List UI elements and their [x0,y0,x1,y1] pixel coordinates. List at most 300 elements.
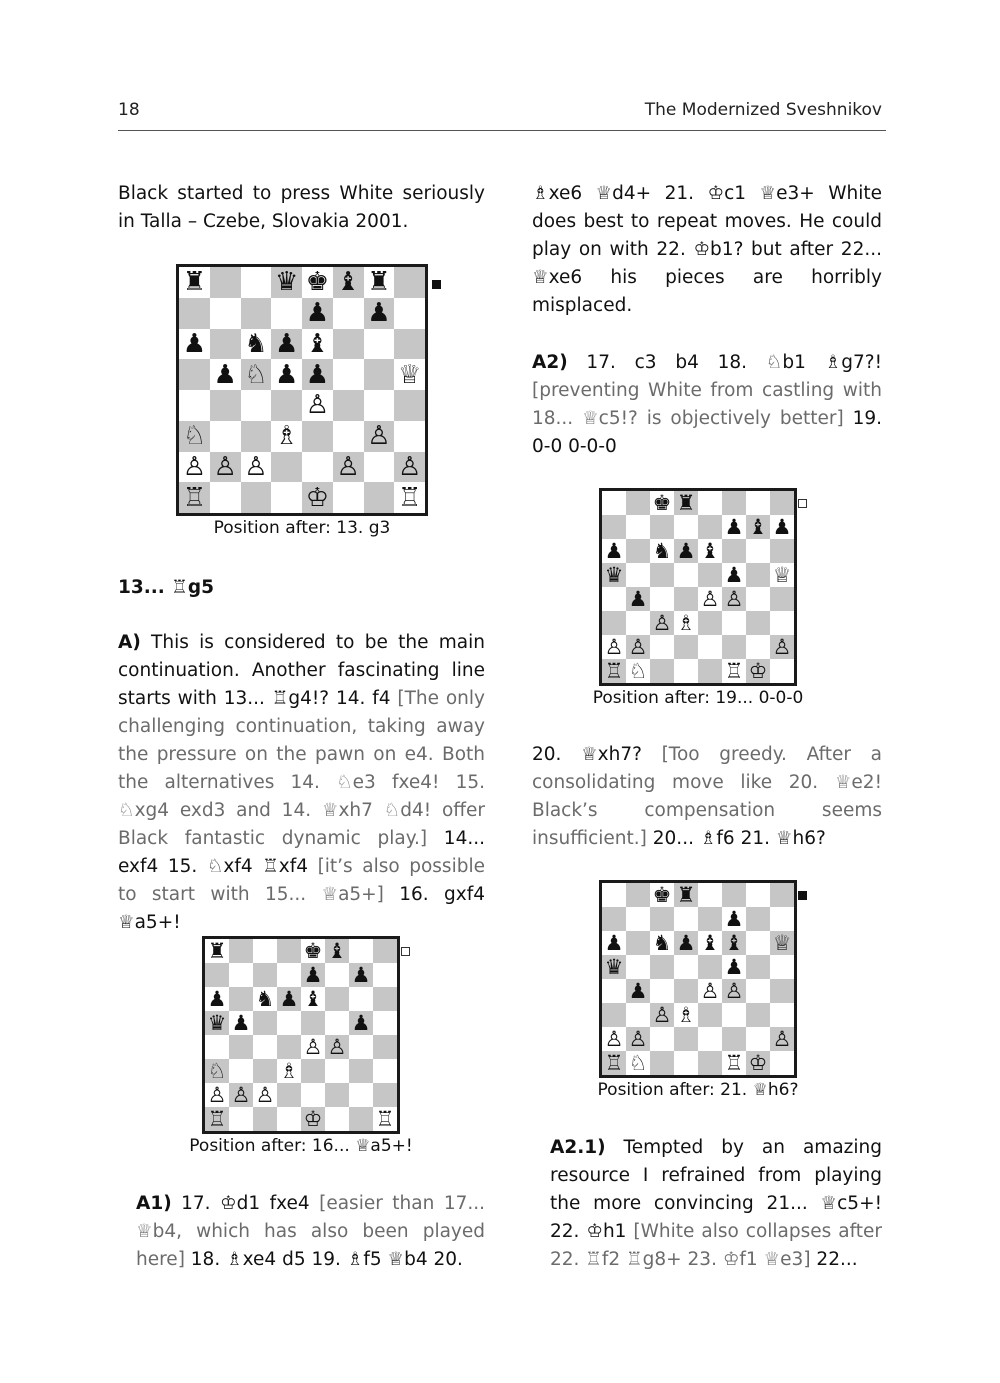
square-a1 [602,1051,626,1075]
square-f3 [722,1003,746,1027]
square-a3 [602,1003,626,1027]
square-b2 [210,452,241,483]
left-column-heading [118,574,485,602]
running-title: The Modernized Sveshnikov [644,100,882,120]
square-h1 [373,1107,397,1131]
square-f4 [325,1035,349,1059]
black-rook-icon: ♜ [676,490,696,515]
white-knight-icon: ♘ [207,1058,227,1083]
square-h8 [373,939,397,963]
square-h8 [770,883,794,907]
square-c6 [253,987,277,1011]
square-g8 [746,491,770,515]
square-a7 [179,298,210,329]
black-bishop-icon: ♝ [336,267,360,298]
square-b4 [229,1035,253,1059]
white-bishop-icon: ♗ [676,610,696,635]
square-g8 [746,883,770,907]
square-d8 [277,939,301,963]
square-e3 [302,421,333,452]
square-h6 [770,539,794,563]
white-bishop-icon: ♗ [274,421,299,452]
diagram-caption: Position after: 21. ♕h6? [597,1080,799,1100]
black-queen-icon: ♛ [604,954,624,979]
square-c1 [253,1107,277,1131]
square-f7 [722,515,746,539]
black-knight-icon: ♞ [255,986,275,1011]
square-h4 [770,979,794,1003]
move-heading [118,574,485,602]
square-f1 [333,482,364,513]
black-pawn-icon: ♟ [207,986,227,1011]
text-run: 18. ♗xe4 d5 19. ♗f5 ♕b4 20. [184,1249,463,1270]
square-d8 [271,267,302,298]
square-a3 [602,611,626,635]
square-g2 [746,1027,770,1051]
square-b5 [626,563,650,587]
white-rook-icon: ♖ [182,482,207,513]
square-d1 [674,1051,698,1075]
square-a3 [205,1059,229,1083]
diagram-caption: Position after: 16... ♕a5+! [189,1136,413,1156]
black-pawn-icon: ♟ [305,359,330,390]
annotation-text: [White also collapses after 22. ♖f2 ♖g8+ 23. ♔f1 ♕e3] [550,1221,882,1270]
square-e6 [698,539,722,563]
chessboard [176,264,428,516]
white-queen-icon: ♕ [397,359,422,390]
square-e8 [698,491,722,515]
square-h8 [770,491,794,515]
square-e6 [698,931,722,955]
square-e6 [301,987,325,1011]
black-queen-icon: ♛ [274,267,299,298]
white-knight-icon: ♘ [628,1050,648,1075]
square-e4 [698,979,722,1003]
square-d6 [674,931,698,955]
text-run: 20... ♗f6 21. ♕h6? [646,828,826,849]
annotation-text: [it’s also possible to start with 15... ♕a5+] [118,856,485,905]
square-h6 [373,987,397,1011]
left-column-bottom [136,1190,485,1274]
left-column-main [118,629,485,937]
square-c7 [650,515,674,539]
square-a4 [205,1035,229,1059]
square-g4 [349,1035,373,1059]
square-c4 [650,587,674,611]
square-b7 [210,298,241,329]
square-c3 [650,611,674,635]
to-move-indicator [798,499,807,508]
square-g3 [746,1003,770,1027]
black-pawn-icon: ♟ [724,562,744,587]
square-f5 [722,955,746,979]
square-g3 [746,611,770,635]
square-d7 [674,907,698,931]
square-g6 [746,931,770,955]
paragraph [550,1134,882,1274]
square-f6 [722,539,746,563]
square-c8 [650,491,674,515]
text-run: 16. gxf4 ♕a5+! [118,884,485,933]
square-g4 [746,587,770,611]
square-h6 [770,931,794,955]
black-bishop-icon: ♝ [724,930,744,955]
square-e2 [301,1083,325,1107]
black-pawn-icon: ♟ [676,930,696,955]
black-pawn-icon: ♟ [628,586,648,611]
square-b7 [626,515,650,539]
black-pawn-icon: ♟ [213,359,237,390]
square-d3 [277,1059,301,1083]
white-pawn-icon: ♙ [604,1026,624,1051]
text-run: ♗xe6 ♕d4+ 21. ♔c1 ♕e3+ White does best to repeat moves. He could play on with 22. ♔b1? but after 22... ♕xe6 his pieces are horribly misplaced. [532,183,882,316]
square-e4 [301,1035,325,1059]
black-pawn-icon: ♟ [628,978,648,1003]
square-c8 [650,883,674,907]
square-b6 [626,931,650,955]
black-pawn-icon: ♟ [724,906,744,931]
to-move-indicator [432,280,441,289]
square-b1 [626,1051,650,1075]
diagram-caption: Position after: 13. g3 [213,518,391,538]
square-a7 [602,515,626,539]
square-b3 [626,611,650,635]
square-a1 [205,1107,229,1131]
black-king-icon: ♚ [305,267,330,298]
square-f7 [333,298,364,329]
square-g6 [746,539,770,563]
square-c6 [241,329,272,360]
white-rook-icon: ♖ [604,1050,624,1075]
white-bishop-icon: ♗ [279,1058,299,1083]
square-c4 [241,390,272,421]
square-h3 [394,421,425,452]
white-pawn-icon: ♙ [255,1082,275,1107]
square-h5 [770,955,794,979]
square-h1 [394,482,425,513]
square-d1 [271,482,302,513]
paragraph [532,741,882,853]
chessboard [599,880,797,1078]
square-b3 [626,1003,650,1027]
white-rook-icon: ♖ [724,1050,744,1075]
square-g5 [349,1011,373,1035]
square-b6 [626,539,650,563]
square-h5 [373,1011,397,1035]
black-queen-icon: ♛ [604,562,624,587]
square-c1 [241,482,272,513]
square-a4 [602,979,626,1003]
black-pawn-icon: ♟ [676,538,696,563]
square-h2 [394,452,425,483]
square-a3 [179,421,210,452]
square-d3 [674,1003,698,1027]
black-knight-icon: ♞ [652,538,672,563]
square-a5 [179,359,210,390]
white-pawn-icon: ♙ [336,451,360,482]
black-pawn-icon: ♟ [305,298,330,329]
black-bishop-icon: ♝ [700,538,720,563]
square-f6 [333,329,364,360]
square-b7 [626,907,650,931]
paragraph [532,349,882,461]
paragraph [136,1190,485,1274]
square-f8 [333,267,364,298]
square-d1 [674,659,698,683]
text-run: 19. 0-0 0-0-0 [532,408,882,457]
square-b1 [229,1107,253,1131]
square-g7 [746,515,770,539]
square-g5 [746,563,770,587]
square-a5 [602,563,626,587]
square-d5 [271,359,302,390]
square-g6 [364,329,395,360]
black-king-icon: ♚ [652,490,672,515]
square-a7 [602,907,626,931]
square-d8 [674,491,698,515]
white-pawn-icon: ♙ [772,1026,792,1051]
chessboard [599,488,797,686]
square-g7 [364,298,395,329]
square-g7 [349,963,373,987]
chessboard [202,936,400,1134]
black-pawn-icon: ♟ [351,1010,371,1035]
white-pawn-icon: ♙ [231,1082,251,1107]
text-run: Tempted by an amazing resource I refrained from playing the more convincing 21... ♕c5+! 22. ♔h1 [550,1137,882,1242]
square-e1 [698,659,722,683]
square-e5 [698,563,722,587]
square-d2 [674,635,698,659]
square-d4 [674,587,698,611]
square-e4 [698,587,722,611]
square-f8 [722,491,746,515]
annotation-text: [easier than 17... ♕b4, which has also been played here] [136,1193,485,1270]
square-b5 [626,955,650,979]
square-f7 [325,963,349,987]
black-pawn-icon: ♟ [231,1010,251,1035]
square-f4 [722,587,746,611]
black-rook-icon: ♜ [367,267,391,298]
square-c1 [650,1051,674,1075]
right-column-middle [532,741,882,853]
white-king-icon: ♔ [303,1106,323,1131]
square-h2 [770,635,794,659]
white-pawn-icon: ♙ [700,978,720,1003]
square-g1 [349,1107,373,1131]
square-d5 [277,1011,301,1035]
square-h7 [394,298,425,329]
square-e5 [698,955,722,979]
square-h3 [373,1059,397,1083]
square-a8 [205,939,229,963]
square-f3 [722,611,746,635]
white-bishop-icon: ♗ [676,1002,696,1027]
white-pawn-icon: ♙ [327,1034,347,1059]
square-b8 [626,491,650,515]
black-bishop-icon: ♝ [748,514,768,539]
white-king-icon: ♔ [748,1050,768,1075]
square-d5 [674,563,698,587]
square-c5 [650,955,674,979]
white-pawn-icon: ♙ [652,1002,672,1027]
square-e8 [301,939,325,963]
annotation-text: [The only challenging continuation, taking away the pressure on the pawn on e4. Both the alternatives 14. ♘e3 fxe4! 15. ♘xg4 exd3 and 14. ♕xh7 ♘d4! offer Black fantastic dynamic play.] [118,688,485,849]
square-c5 [241,359,272,390]
bold-label: A2.1) [550,1137,606,1158]
white-rook-icon: ♖ [207,1106,227,1131]
square-c3 [650,1003,674,1027]
white-pawn-icon: ♙ [182,451,207,482]
square-c6 [650,931,674,955]
square-e2 [302,452,333,483]
black-knight-icon: ♞ [652,930,672,955]
square-f1 [722,659,746,683]
square-c2 [241,452,272,483]
square-h5 [394,359,425,390]
black-bishop-icon: ♝ [700,930,720,955]
white-pawn-icon: ♙ [213,451,237,482]
text-run: 22... [810,1249,858,1270]
bold-label: 13... ♖g5 [118,577,214,598]
white-rook-icon: ♖ [604,658,624,683]
to-move-indicator [401,947,410,956]
square-b4 [210,390,241,421]
square-b5 [229,1011,253,1035]
square-e5 [301,1011,325,1035]
square-h4 [770,587,794,611]
square-d6 [271,329,302,360]
white-pawn-icon: ♙ [628,1026,648,1051]
black-rook-icon: ♜ [182,267,207,298]
square-h6 [394,329,425,360]
square-b2 [626,1027,650,1051]
square-c2 [253,1083,277,1107]
square-f4 [722,979,746,1003]
square-g2 [349,1083,373,1107]
white-knight-icon: ♘ [628,658,648,683]
square-a7 [205,963,229,987]
white-pawn-icon: ♙ [724,586,744,611]
square-c5 [650,563,674,587]
square-h3 [770,1003,794,1027]
square-a2 [179,452,210,483]
square-c7 [253,963,277,987]
square-f3 [333,421,364,452]
black-bishop-icon: ♝ [305,328,330,359]
square-d4 [277,1035,301,1059]
white-queen-icon: ♕ [772,562,792,587]
square-f2 [333,452,364,483]
white-pawn-icon: ♙ [604,634,624,659]
text-run: This is considered to be the main continuation. Another fascinating line starts with 13... ♖g4!? 14. f4 [118,632,485,709]
square-f2 [722,1027,746,1051]
square-b6 [210,329,241,360]
square-b2 [626,635,650,659]
square-a2 [602,1027,626,1051]
square-b6 [229,987,253,1011]
page-header [118,100,886,131]
paragraph [532,180,882,320]
square-g3 [349,1059,373,1083]
square-a8 [602,883,626,907]
square-a1 [179,482,210,513]
square-f4 [333,390,364,421]
square-f3 [325,1059,349,1083]
black-rook-icon: ♜ [207,938,227,963]
white-knight-icon: ♘ [244,359,268,390]
square-a6 [205,987,229,1011]
square-d1 [277,1107,301,1131]
white-pawn-icon: ♙ [652,610,672,635]
square-g6 [349,987,373,1011]
black-king-icon: ♚ [303,938,323,963]
square-d8 [674,883,698,907]
square-h7 [373,963,397,987]
square-b8 [210,267,241,298]
square-h1 [770,1051,794,1075]
white-rook-icon: ♖ [724,658,744,683]
square-e1 [301,1107,325,1131]
annotation-text: [preventing White from castling with 18... ♕c5!? is objectively better] [532,380,882,429]
square-c6 [650,539,674,563]
white-king-icon: ♔ [748,658,768,683]
square-c2 [650,1027,674,1051]
square-a2 [205,1083,229,1107]
square-f5 [325,1011,349,1035]
square-f2 [325,1083,349,1107]
square-e7 [698,907,722,931]
square-e8 [302,267,333,298]
text-run: 14... exf4 15. ♘xf4 ♖xf4 [118,828,485,877]
square-d7 [277,963,301,987]
square-b8 [626,883,650,907]
square-c5 [253,1011,277,1035]
white-pawn-icon: ♙ [305,390,330,421]
square-f1 [325,1107,349,1131]
square-a6 [602,539,626,563]
to-move-indicator [798,891,807,900]
black-knight-icon: ♞ [244,328,268,359]
right-column-a2 [532,349,882,461]
square-h2 [770,1027,794,1051]
square-d6 [277,987,301,1011]
square-f5 [722,563,746,587]
square-f8 [325,939,349,963]
square-g7 [746,907,770,931]
white-rook-icon: ♖ [375,1106,395,1131]
square-b3 [210,421,241,452]
square-e5 [302,359,333,390]
square-e7 [698,515,722,539]
square-c7 [241,298,272,329]
square-d3 [271,421,302,452]
square-g1 [746,659,770,683]
square-c7 [650,907,674,931]
square-e2 [698,635,722,659]
text-run: Black started to press White seriously in Talla – Czebe, Slovakia 2001. [118,183,485,232]
square-a8 [602,491,626,515]
right-column-bottom [550,1134,882,1274]
square-e7 [301,963,325,987]
text-run: 17. ♔d1 fxe4 [171,1193,320,1214]
paragraph [118,180,485,236]
black-pawn-icon: ♟ [772,514,792,539]
square-c3 [241,421,272,452]
square-b4 [626,587,650,611]
square-f2 [722,635,746,659]
square-c4 [650,979,674,1003]
square-a6 [602,931,626,955]
